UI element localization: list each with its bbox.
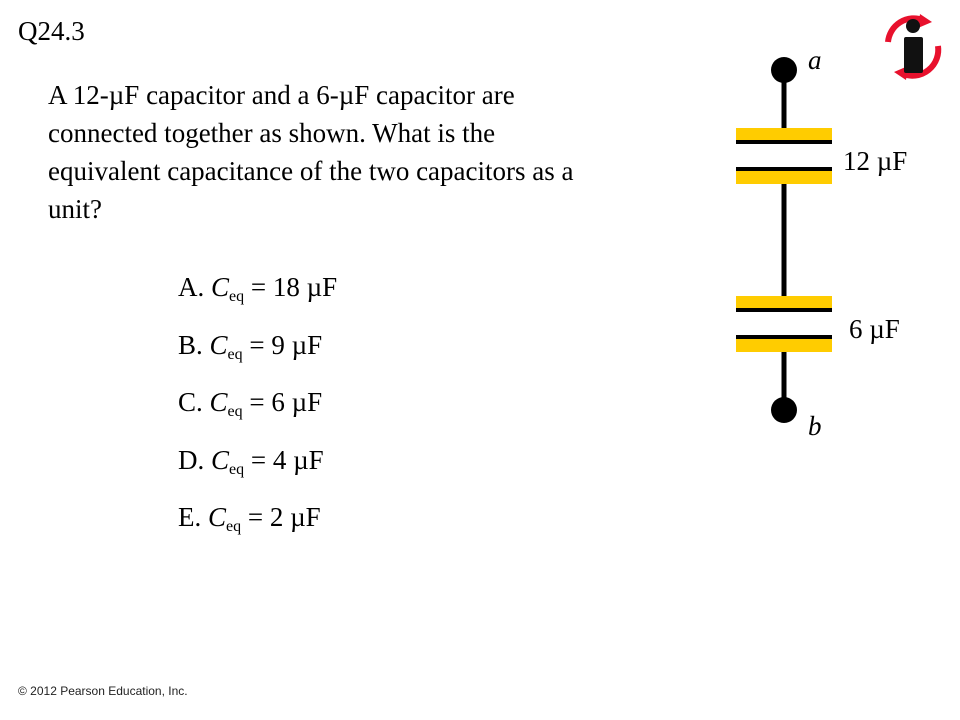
option-symbol: C — [211, 444, 230, 475]
option-letter: C. — [178, 387, 203, 417]
slide-number: Q24.3 — [18, 16, 85, 46]
option-symbol: C — [208, 502, 227, 532]
option-subscript: eq — [226, 518, 242, 535]
capacitor-6uf-label: 6 µF — [849, 314, 900, 344]
terminal-b-label: b — [808, 411, 822, 441]
option-symbol: C — [211, 272, 230, 302]
terminal-a-node — [771, 57, 797, 83]
option-letter: E. — [178, 502, 202, 532]
option-value: = 9 µF — [242, 329, 323, 360]
option-value: = 18 µF — [244, 272, 338, 302]
option-value: = 6 µF — [242, 387, 323, 417]
capacitor-12uf — [736, 128, 832, 184]
information-person-icon — [878, 12, 948, 82]
copyright-notice: © 2012 Pearson Education, Inc. — [18, 684, 188, 698]
capacitor-12uf-label: 12 µF — [843, 146, 908, 176]
option-subscript: eq — [229, 460, 245, 478]
option-letter: A. — [178, 272, 205, 302]
option-value: = 2 µF — [241, 502, 321, 532]
option-subscript: eq — [227, 403, 243, 420]
logo-person-body — [904, 37, 923, 73]
logo-person-head — [906, 19, 920, 33]
option-value: = 4 µF — [244, 444, 324, 475]
option-subscript: eq — [229, 288, 245, 305]
option-symbol: C — [209, 387, 228, 417]
question-text: A 12-µF capacitor and a 6-µF capacitor are connected together as shown. What is the equivalent capacitance of the two capacitors as a unit? — [48, 80, 574, 224]
terminal-a-label: a — [808, 45, 822, 75]
option-symbol: C — [209, 329, 228, 360]
logo-arrowhead — [918, 14, 932, 28]
option-subscript: eq — [227, 345, 243, 363]
capacitor-6uf — [736, 296, 832, 352]
terminal-b-node — [771, 397, 797, 423]
option-letter: B. — [178, 329, 203, 360]
option-letter: D. — [178, 444, 205, 475]
